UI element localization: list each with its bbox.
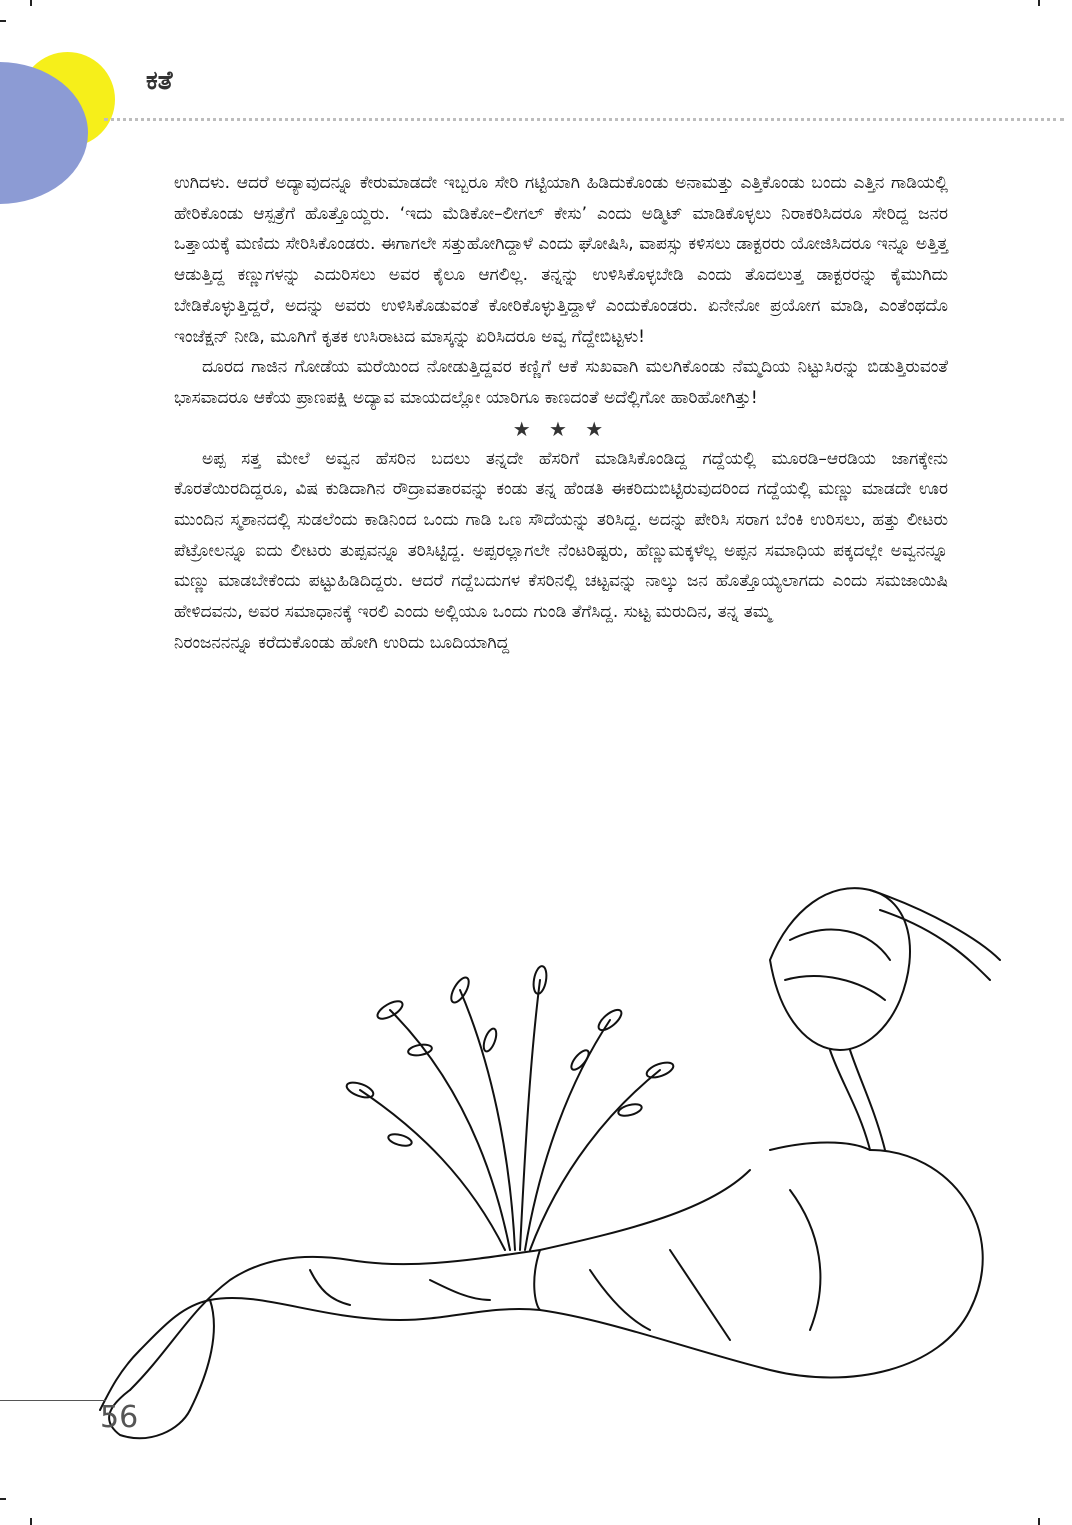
header-dotted-divider <box>104 118 1064 121</box>
paragraph-1: ಉಗಿದಳು. ಆದರೆ ಅದ್ಯಾವುದನ್ನೂ ಕೇರುಮಾಡದೇ ಇಬ್ಬರೂ ಸೇರಿ ಗಟ್ಟಿಯಾಗಿ ಹಿಡಿದುಕೊಂಡು ಅನಾಮತ್ತು ಎತ್ತಿಕೊಂಡು ಬಂದು ಎತ್ತಿನ ಗಾಡಿಯಲ್ಲಿ ಹೇರಿಕೊಂಡು ಆಸ್ಪತ್ರೆಗೆ ಹೊತ್ತೊಯ್ದರು. ‘ಇದು ಮೆಡಿಕೋ–ಲೀಗಲ್ ಕೇಸು’ ಎಂದು ಅಡ್ಮಿಟ್ ಮಾಡಿಕೊಳ್ಳಲು ನಿರಾಕರಿಸಿದರೂ ಸೇರಿದ್ದ ಜನರ ಒತ್ತಾಯಕ್ಕೆ ಮಣಿದು ಸೇರಿಸಿಕೊಂಡರು. ಈಗಾಗಲೇ ಸತ್ತುಹೋಗಿದ್ದಾಳೆ ಎಂದು ಘೋಷಿಸಿ, ವಾಪಸ್ಸು ಕಳಿಸಲು ಡಾಕ್ಟರರು ಯೋಜಿಸಿದರೂ ಇನ್ನೂ ಅತ್ತಿತ್ತ ಆಡುತ್ತಿದ್ದ ಕಣ್ಣುಗಳನ್ನು ಎದುರಿಸಲು ಅವರ ಕೈಲೂ ಆಗಲಿಲ್ಲ. ತನ್ನನ್ನು ಉಳಿಸಿಕೊಳ್ಳಬೇಡಿ ಎಂದು ತೊದಲುತ್ತ ಡಾಕ್ಟರರನ್ನು ಕೈಮುಗಿದು ಬೇಡಿಕೊಳ್ಳುತ್ತಿದ್ದರೆ, ಅದನ್ನು ಅವರು ಉಳಿಸಿಕೊಡುವಂತೆ ಕೋರಿಕೊಳ್ಳುತ್ತಿದ್ದಾಳೆ ಎಂದುಕೊಂಡರು. ಏನೇನೋ ಪ್ರಯೋಗ ಮಾಡಿ, ಎಂತೆಂಥದೊ ಇಂಜೆಕ್ಷನ್ ನೀಡಿ, ಮೂಗಿಗೆ ಕೃತಕ ಉಸಿರಾಟದ ಮಾಸ್ಕನ್ನು ಏರಿಸಿದರೂ ಅವ್ವ ಗೆದ್ದೇಬಿಟ್ಟಳು! <box>174 173 948 347</box>
page-number: 56 <box>100 1400 139 1435</box>
figure-body-sketch <box>100 1143 983 1439</box>
footer-rule <box>0 1400 106 1401</box>
crop-mark-top-center <box>30 0 32 6</box>
crop-mark-bottom-center <box>30 1518 32 1525</box>
figure-head-sketch <box>770 888 1000 1150</box>
crop-mark-bottom-right <box>1038 1518 1040 1525</box>
crop-mark-top-right <box>1038 0 1040 6</box>
article-body <box>174 168 948 659</box>
plant-sketch <box>345 965 675 1250</box>
paragraph-4: ನಿರಂಜನನನ್ನೂ ಕರೆದುಕೊಂಡು ಹೋಗಿ ಉರಿದು ಬೂದಿಯಾಗಿದ್ದ <box>174 632 510 653</box>
section-title: ಕತೆ <box>146 66 173 96</box>
paragraph-3: ಅಪ್ಪ ಸತ್ತ ಮೇಲೆ ಅವ್ವನ ಹೆಸರಿನ ಬದಲು ತನ್ನದೇ ಹೆಸರಿಗೆ ಮಾಡಿಸಿಕೊಂಡಿದ್ದ ಗದ್ದೆಯಲ್ಲಿ ಮೂರಡಿ–ಆರಡಿಯ ಜಾಗಕ್ಕೇನು ಕೊರತೆಯಿರದಿದ್ದರೂ, ವಿಷ ಕುಡಿದಾಗಿನ ರೌದ್ರಾವತಾರವನ್ನು ಕಂಡು ತನ್ನ ಹೆಂಡತಿ ಈಕರಿದುಬಿಟ್ಟಿರುವುದರಿಂದ ಗದ್ದೆಯಲ್ಲಿ ಮಣ್ಣು ಮಾಡದೇ ಊರ ಮುಂದಿನ ಸ್ಮಶಾನದಲ್ಲಿ ಸುಡಲೆಂದು ಕಾಡಿನಿಂದ ಒಂದು ಗಾಡಿ ಒಣ ಸೌದೆಯನ್ನು ತರಿಸಿದ್ದ. ಅದನ್ನು ಪೇರಿಸಿ ಸರಾಗ ಬೆಂಕಿ ಉರಿಸಲು, ಹತ್ತು ಲೀಟರು ಪೆಟ್ರೋಲನ್ನೂ ಐದು ಲೀಟರು ತುಪ್ಪವನ್ನೂ ತರಿಸಿಟ್ಟಿದ್ದ. ಅಪ್ಪರಲ್ಲಾಗಲೇ ನೆಂಟರಿಷ್ಟರು, ಹೆಣ್ಣುಮಕ್ಕಳೆಲ್ಲ ಅಪ್ಪನ ಸಮಾಧಿಯ ಪಕ್ಕದಲ್ಲೇ ಅವ್ವನನ್ನೂ ಮಣ್ಣು ಮಾಡಬೇಕೆಂದು ಪಟ್ಟುಹಿಡಿದಿದ್ದರು. ಆದರೆ ಗದ್ದೆಬದುಗಳ ಕೆಸರಿನಲ್ಲಿ ಚಟ್ಟವನ್ನು ನಾಲ್ಕು ಜನ ಹೊತ್ತೊಯ್ಯಲಾಗದು ಎಂದು ಸಮಜಾಯಿಷಿ ಹೇಳಿದವನು, ಅವರ ಸಮಾಧಾನಕ್ಕೆ ಇರಲಿ ಎಂದು ಅಲ್ಲಿಯೂ ಒಂದು ಗುಂಡಿ ತೆಗೆಸಿದ್ದ. ಸುಟ್ಟ ಮರುದಿನ, ತನ್ನ ತಮ್ಮ <box>174 448 948 623</box>
paragraph-2: ದೂರದ ಗಾಜಿನ ಗೋಡೆಯ ಮರೆಯಿಂದ ನೋಡುತ್ತಿದ್ದವರ ಕಣ್ಣಿಗೆ ಆಕೆ ಸುಖವಾಗಿ ಮಲಗಿಕೊಂಡು ನೆಮ್ಮದಿಯ ನಿಟ್ಟುಸಿರನ್ನು ಬಿಡುತ್ತಿರುವಂತೆ ಭಾಸವಾದರೂ ಆಕೆಯ ಪ್ರಾಣಪಕ್ಷಿ ಅದ್ಯಾವ ಮಾಯದಲ್ಲೋ ಯಾರಿಗೂ ಕಾಣದಂತೆ ಅದೆಲ್ಲಿಗೋ ಹಾರಿಹೋಗಿತ್ತು! <box>174 357 948 408</box>
crop-mark-bottom-left <box>0 1498 6 1500</box>
ink-sketch-illustration <box>70 850 1030 1450</box>
section-separator-stars: ★ ★ ★ <box>512 416 610 441</box>
crop-mark-top-left <box>0 20 6 22</box>
